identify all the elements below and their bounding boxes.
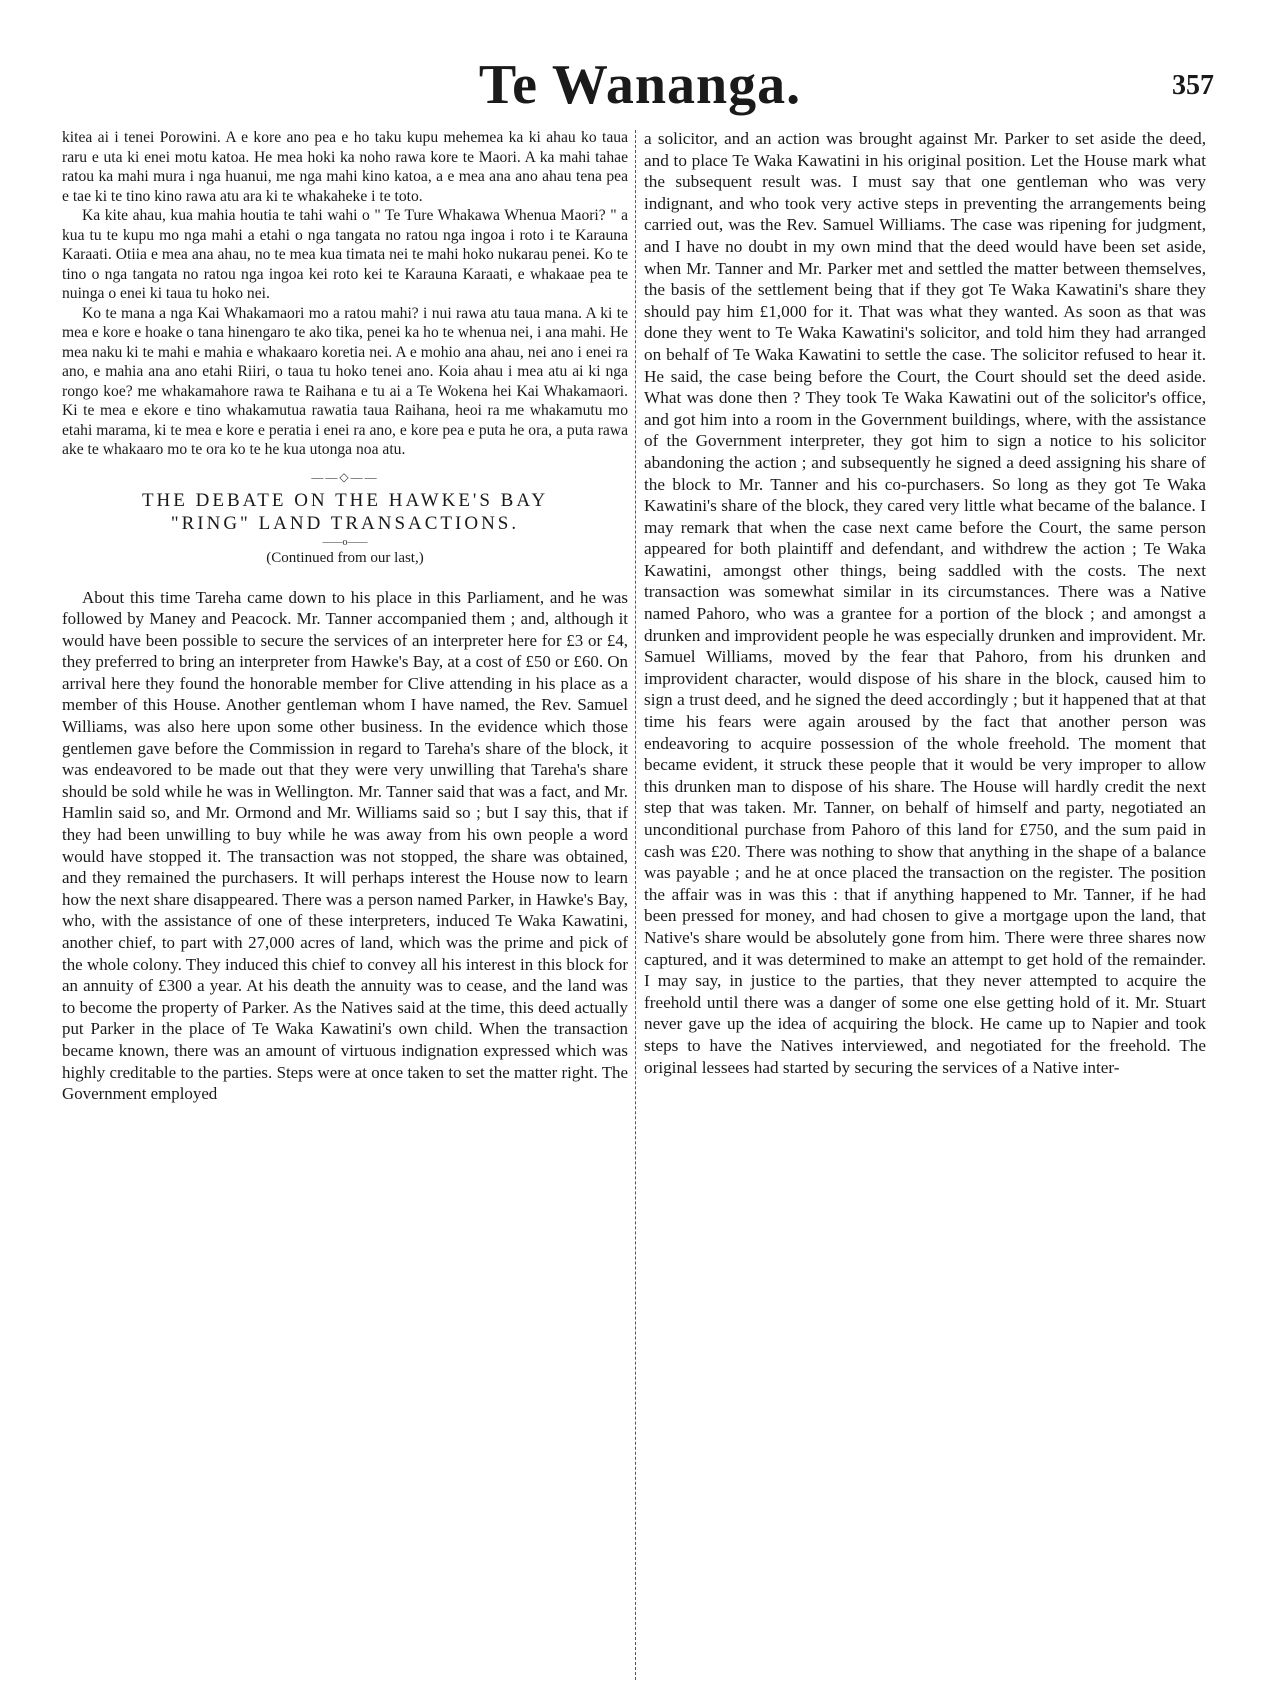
maori-paragraph: kitea ai i tenei Porowini. A e kore ano pea e ho taku kupu mehemea ka ki ahau ko taua raru e uta ki enei motu katoa. He mea hoki ka noho rawa kore te Maori. A ka mahi tahae ratou ka mahi mura i nga huanui, me nga mahi kino katoa, a e mea ana ano ahau tena pea e tae ki te tino kino rawa atu ara ki te whakaheke i te toto. (62, 129, 628, 205)
article-paragraph-continued: a solicitor, and an action was brought against Mr. Parker to set aside the deed, and to place Te Waka Kawatini in his original position. Let the House mark what the subsequent result was. I must say that one gentleman who was very indignant, and who took very active steps in preventing the arrangements being carried out, was the Rev. Samuel Williams. The case was ripening for judgment, and I have no doubt in my own mind that the deed would have been set aside, when Mr. Tanner and Mr. Parker met and settled the matter between themselves, the basis of the settlement being that if they got Te Waka Kawatini's share they should pay him £1,000 for it. That was what they wanted. As soon as that was done they went to Te Waka Kawatini's solicitor, and told him they had arranged on behalf of Te Waka Kawatini to settle the case. The solicitor refused to hear it. He said, the case being before the Court, the Court should set the deed aside. What was done then ? They took Te Waka Kawatini out of the solicitor's office, and got him into a room in the Government buildings, where, with the assistance of the Government interpreter, they got him to sign a notice to his solicitor abandoning the action ; and subsequently he signed a deed assigning his share of the block to Mr. Tanner and his co-purchasers. So long as they got Te Waka Kawatini's share of the block, they cared very little what became of the balance. I may remark that when the case next came before the Court, the same person appeared for both plaintiff and defendant, and withdrew the action ; Te Waka Kawatini, amongst other things, being saddled with the costs. The next transaction was somewhat similar in its circumstances. There was a Native named Pahoro, who was a grantee for a portion of the block ; and amongst a drunken and improvident people he was especially drunken and improvident. Mr. Samuel Williams, moved by the fear that Pahoro, from his drunken and improvident character, would dispose of his share in the block, caused him to sign a trust deed, and he signed the deed accordingly ; but it happened that at that time his fears were again aroused by the fact that another person was endeavoring to acquire possession of the whole freehold. The moment that became evident, it struck these people that it would be very improper to allow this drunken man to dispose of his share. The House will hardly credit the next step that was taken. Mr. Tanner, on behalf of himself and party, negotiated an unconditional purchase from Pahoro of this land for £750, and the sum paid in cash was £20. There was nothing to show that anything in the shape of a balance was payable ; and he at once placed the transaction on the register. The position the affair was in was this : that if anything happened to Mr. Tanner, if he had been pressed for money, and had chosen to give a mortgage upon the land, that Native's share would be absolutely gone from him. There were three shares now captured, and it was determined to make an attempt to get hold of the remainder. I may say, in justice to the parties, that they never attempted to acquire the freehold until there was a danger of some one else getting hold of it. Mr. Stuart never gave up the idea of acquiring the block. He came up to Napier and took steps to have the Natives interviewed, and negotiated for the freehold. The original lessees had started by securing the services of a Native inter- (644, 129, 1206, 1077)
headline-ornament: ——o—— (322, 536, 368, 548)
article-headline-line2: "RING" LAND TRANSACTIONS. (170, 512, 520, 534)
newspaper-title: Te Wananga. (478, 54, 802, 116)
masthead (0, 52, 1280, 122)
right-column (644, 128, 1206, 1683)
maori-paragraph: Ko te mana a nga Kai Whakamaori mo a ratou mahi? i nui rawa atu taua mana. A ki te mea e kore e hoake o tana hinengaro te ako tika, penei ka ho te whenua nei, i ana mahi. He mea naku ki te mahi e mahia e whakaaro koretia nei. A e mohio ana ahau, nei ano i enei ra ano, e mahia ana ano etahi Riiri, o taua tu hoko tenei ano. Koia ahau i mea atu ai ki nga rongo koe? me whakamahore rawa te Raihana e tu ai a Te Wokena hei Kai Whakamaori. Ki te mea e ekore e tino whakamutua rawatia taua Raihana, heoi ra me whakamutu mo etahi marama, ki te mea e kore e peratia i enei ra ano, e kore pea e puta he ora, a puta rawa ake te whakaaro mo te ora ko te he kua utonga noa atu. (62, 304, 628, 458)
article-paragraph: About this time Tareha came down to his place in this Parliament, and he was followed by Maney and Peacock. Mr. Tanner accompanied them ; and, although it would have been possible to secure the services of an interpreter here for £3 or £4, they preferred to bring an interpreter from Hawke's Bay, at a cost of £50 or £60. On arrival here they found the honorable member for Clive attending in his place as a member of this House. Another gentleman whom I have named, the Rev. Samuel Williams, was also here upon some other business. In the evidence which those gentlemen gave before the Commission in regard to Tareha's share of the block, it was endeavored to be made out that they were very unwilling that Tareha's share should be sold while he was in Wellington. Mr. Tanner said that was a fact, and Mr. Hamlin said so, and Mr. Ormond and Mr. Williams said so ; but I say this, that if they had been unwilling to buy while he was away from his own people a word would have stopped it. The transaction was not stopped, the share was obtained, and they remained the purchasers. It will perhaps interest the House now to learn how the next share disappeared. There was a person named Parker, in Hawke's Bay, who, with the assistance of one of these interpreters, induced Te Waka Kawatini, another chief, to part with 27,000 acres of land, which was the prime and pick of the whole colony. They induced this chief to convey all his interest in this block for an annuity of £300 a year. At his death the annuity was to cease, and the land was to become the property of Parker. As the Natives said at the time, this deed actually put Parker in the place of Te Waka Kawatini's own child. When the transaction became known, there was an amount of virtuous indignation expressed which was highly creditable to the parties. Steps were at once taken to set the matter right. The Government employed (62, 587, 628, 1104)
section-ornament: ——◇—— (311, 469, 379, 484)
column-divider (635, 130, 636, 1680)
maori-text-section (62, 128, 628, 460)
maori-paragraph: Ka kite ahau, kua mahia houtia te tahi wahi o " Te Ture Whakawa Whenua Maori? " a kua tu te kupu mo nga mahi a etahi o nga tangata no ratou nga ingoa i roto i te Karauna Karaati. Otiia e mea ana ahau, no te mea kua timata nei te mahi hoko nukarau penei. Ko te tino o nga tangata no ratou nga ingoa kei roto kei te Karauna Karaati, e whakaae pea te nuinga o enei ki taua tu hoko nei. (62, 207, 628, 302)
left-column (62, 128, 628, 1683)
article-headline-line1: THE DEBATE ON THE HAWKE'S BAY (141, 489, 549, 511)
continued-note: (Continued from our last,) (266, 549, 424, 566)
page-number: 357 (1172, 70, 1214, 101)
english-text-section (62, 587, 628, 1105)
